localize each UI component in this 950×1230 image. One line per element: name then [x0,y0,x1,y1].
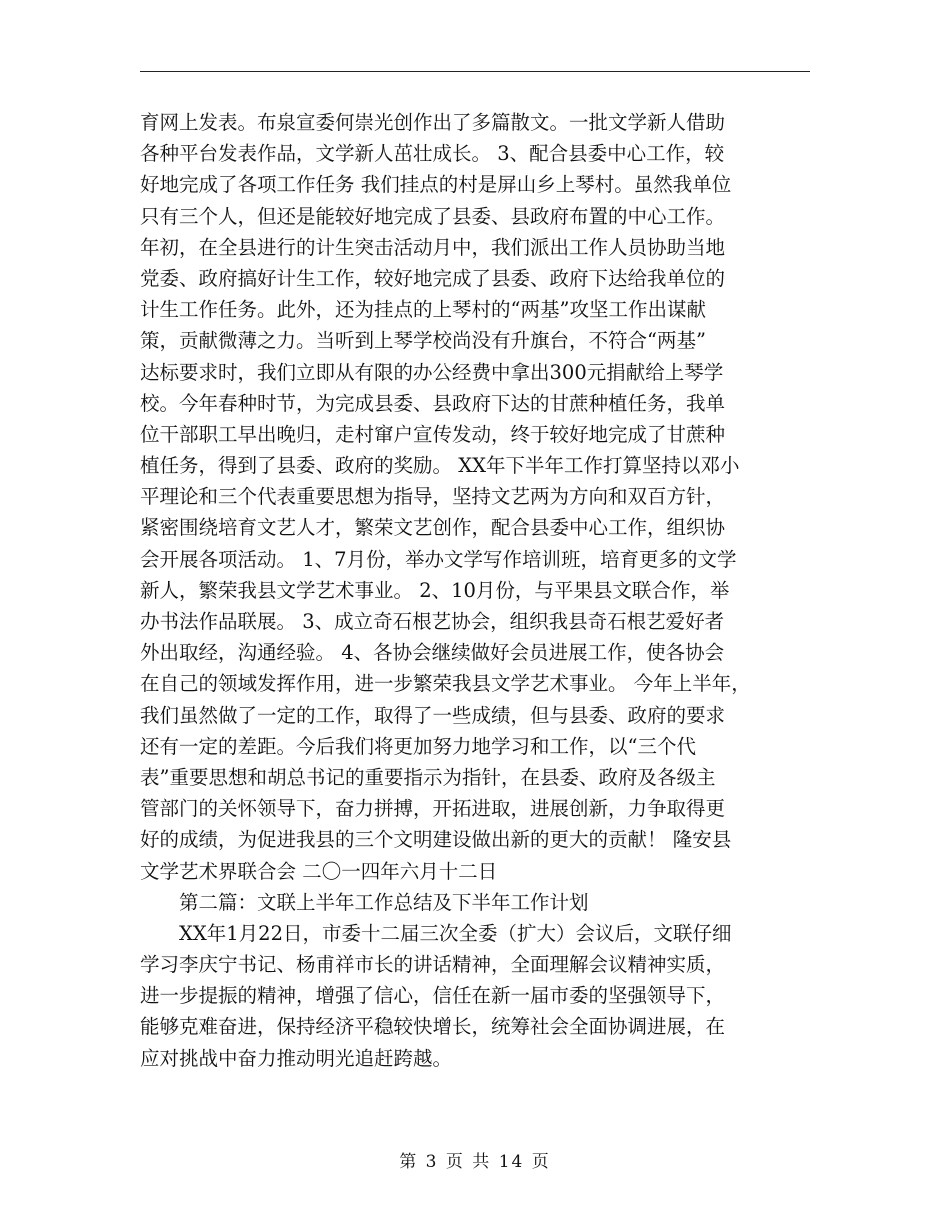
section-paragraph-line: 应对挑战中奋力推动明光追赶跨越。 [140,1046,453,1070]
paragraph-line: 位干部职工早出晚归，走村窜户宣传发动，终于较好地完成了甘蔗种 [140,422,726,446]
document-body [140,107,812,1074]
section-paragraph-line: 能够克难奋进，保持经济平稳较快增长，统筹社会全面协调进展，在 [140,1015,726,1039]
paragraph-line: 管部门的关怀领导下，奋力拼搏，开拓进取，进展创新，力争取得更 [140,797,726,821]
paragraph-line: 策，贡献微薄之力。当听到上琴学校尚没有升旗台，不符合“两基” [140,329,706,353]
paragraph-line: 校。今年春种时节，为完成县委、县政府下达的甘蔗种植任务，我单 [140,391,726,415]
paragraph-line: 外出取经，沟通经验。 4、各协会继续做好会员进展工作，使各协会 [140,641,725,665]
paragraph-line: 计生工作任务。此外，还为挂点的上琴村的“两基”攻坚工作出谋献 [140,298,706,322]
section-paragraph-line: 学习李庆宁书记、杨甫祥市长的讲话精神，全面理解会议精神实质， [140,953,726,977]
paragraph-line: 文学艺术界联合会 二〇一四年六月十二日 [140,859,498,883]
paragraph-line: 在自己的领域发挥作用，进一步繁荣我县文学艺术事业。 今年上半年， [140,672,751,696]
paragraph-line: 只有三个人，但还是能较好地完成了县委、县政府布置的中心工作。 [140,204,726,228]
section-title: 第二篇：文联上半年工作总结及下半年工作计划 [179,890,589,914]
paragraph-line: 好的成绩，为促进我县的三个文明建设做出新的更大的贡献！ 隆安县 [140,828,732,852]
paragraph-line: 年初，在全县进行的计生突击活动月中，我们派出工作人员协助当地 [140,235,726,259]
paragraph-line: 育网上发表。布泉宣委何崇光创作出了多篇散文。一批文学新人借助 [140,111,726,134]
paragraph-line: 会开展各项活动。 1、7月份，举办文学写作培训班，培育更多的文学 [140,547,737,571]
paragraph-line: 好地完成了各项工作任务 我们挂点的村是屏山乡上琴村。虽然我单位 [140,173,732,197]
paragraph-line: 植任务，得到了县委、政府的奖励。 XX年下半年工作打算坚持以邓小 [140,454,740,478]
paragraph-line: 达标要求时，我们立即从有限的办公经费中拿出300元捐献给上琴学 [140,360,724,384]
section-paragraph-line: XX年1月22日，市委十二届三次全委（扩大）会议后，文联仔细 [179,921,732,945]
paragraph-line: 办书法作品联展。 3、成立奇石根艺协会，组织我县奇石根艺爱好者 [140,610,725,633]
page-number: 第 3 页 共 14 页 [399,1152,551,1172]
paragraph-line: 新人，繁荣我县文学艺术事业。 2、10月份，与平果县文联合作，举 [140,578,730,602]
section-paragraph-line: 进一步提振的精神，增强了信心，信任在新一届市委的坚强领导下， [140,984,726,1008]
paragraph-line: 平理论和三个代表重要思想为指导，坚持文艺两为方向和双百方针， [140,485,726,509]
paragraph-line: 紧密围绕培育文艺人才，繁荣文艺创作，配合县委中心工作，组织协 [140,516,726,540]
header-rule [140,71,810,72]
paragraph-line: 我们虽然做了一定的工作，取得了一些成绩，但与县委、政府的要求 [140,703,726,727]
paragraph-line: 表”重要思想和胡总书记的重要指示为指针，在县委、政府及各级主 [140,765,716,789]
paragraph-line: 党委、政府搞好计生工作，较好地完成了县委、政府下达给我单位的 [140,266,726,290]
paragraph-line: 各种平台发表作品，文学新人茁壮成长。 3、配合县委中心工作，较 [140,142,725,166]
paragraph-line: 还有一定的差距。今后我们将更加努力地学习和工作，以“三个代 [140,734,696,758]
